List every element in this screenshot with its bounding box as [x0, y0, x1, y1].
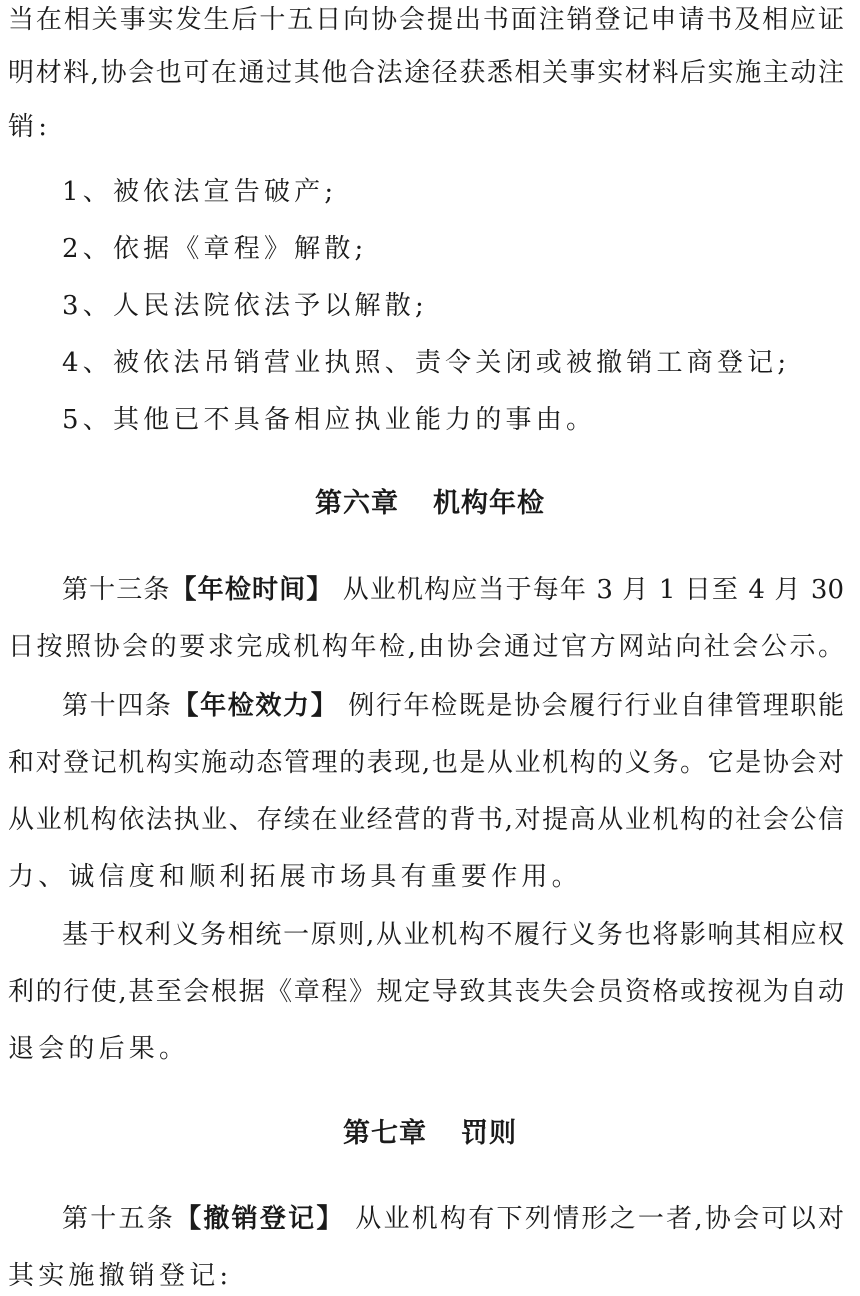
article-15-text: 从业机构有下列情形之一者,协会可以对: [355, 1204, 844, 1234]
rights-para-line-1: 基于权利义务相统一原则,从业机构不履行义务也将影响其相应权: [62, 920, 844, 950]
article-15-prefix: 第十五条: [62, 1204, 176, 1234]
article-15-line-1: [62, 1199, 844, 1239]
article-14-line-1: [62, 686, 844, 726]
article-15-heading: 【撤销登记】: [175, 1204, 345, 1234]
intro-line-1: 当在相关事实发生后十五日向协会提出书面注销登记申请书及相应证: [8, 5, 844, 35]
article-14-line-3: 从业机构依法执业、存续在业经营的背书,对提高从业机构的社会公信: [8, 805, 844, 835]
article-13-prefix: 第十三条: [62, 575, 171, 605]
chapter-7-heading: [0, 1114, 860, 1154]
chapter-7-title: 罚则: [461, 1118, 517, 1149]
article-14-text: 例行年检既是协会履行行业自律管理职能: [348, 691, 844, 721]
article-15-line-2: 其实施撤销登记:: [8, 1261, 233, 1291]
list-item-3: 3、人民法院依法予以解散;: [62, 291, 428, 321]
list-item-5: 5、其他已不具备相应执业能力的事由。: [62, 405, 597, 435]
article-13-text: 从业机构应当于每年 3 月 1 日至 4 月 30: [342, 575, 844, 605]
article-13-heading: 【年检时间】: [170, 575, 334, 605]
article-13-line-2: 日按照协会的要求完成机构年检,由协会通过官方网站向社会公示。: [8, 632, 844, 662]
article-14-prefix: 第十四条: [62, 691, 173, 721]
chapter-6-heading: [0, 484, 860, 524]
article-13-line-1: [62, 570, 844, 610]
article-14-line-4: 力、诚信度和顺利拓展市场具有重要作用。: [8, 862, 582, 892]
chapter-7-number: 第七章: [343, 1118, 427, 1149]
chapter-6-number: 第六章: [315, 488, 399, 519]
rights-para-line-2: 利的行使,甚至会根据《章程》规定导致其丧失会员资格或按视为自动: [8, 977, 844, 1007]
intro-line-3: 销:: [8, 112, 52, 142]
article-14-heading: 【年检效力】: [172, 691, 339, 721]
article-14-line-2: 和对登记机构实施动态管理的表现,也是从业机构的义务。它是协会对: [8, 748, 844, 778]
list-item-4: 4、被依法吊销营业执照、责令关闭或被撤销工商登记;: [62, 348, 791, 378]
list-item-1: 1、被依法宣告破产;: [62, 177, 338, 207]
list-item-2: 2、依据《章程》解散;: [62, 234, 368, 264]
intro-line-2: 明材料,协会也可在通过其他合法途径获悉相关事实材料后实施主动注: [8, 58, 844, 88]
chapter-6-title: 机构年检: [433, 488, 545, 519]
rights-para-line-3: 退会的后果。: [8, 1034, 190, 1064]
